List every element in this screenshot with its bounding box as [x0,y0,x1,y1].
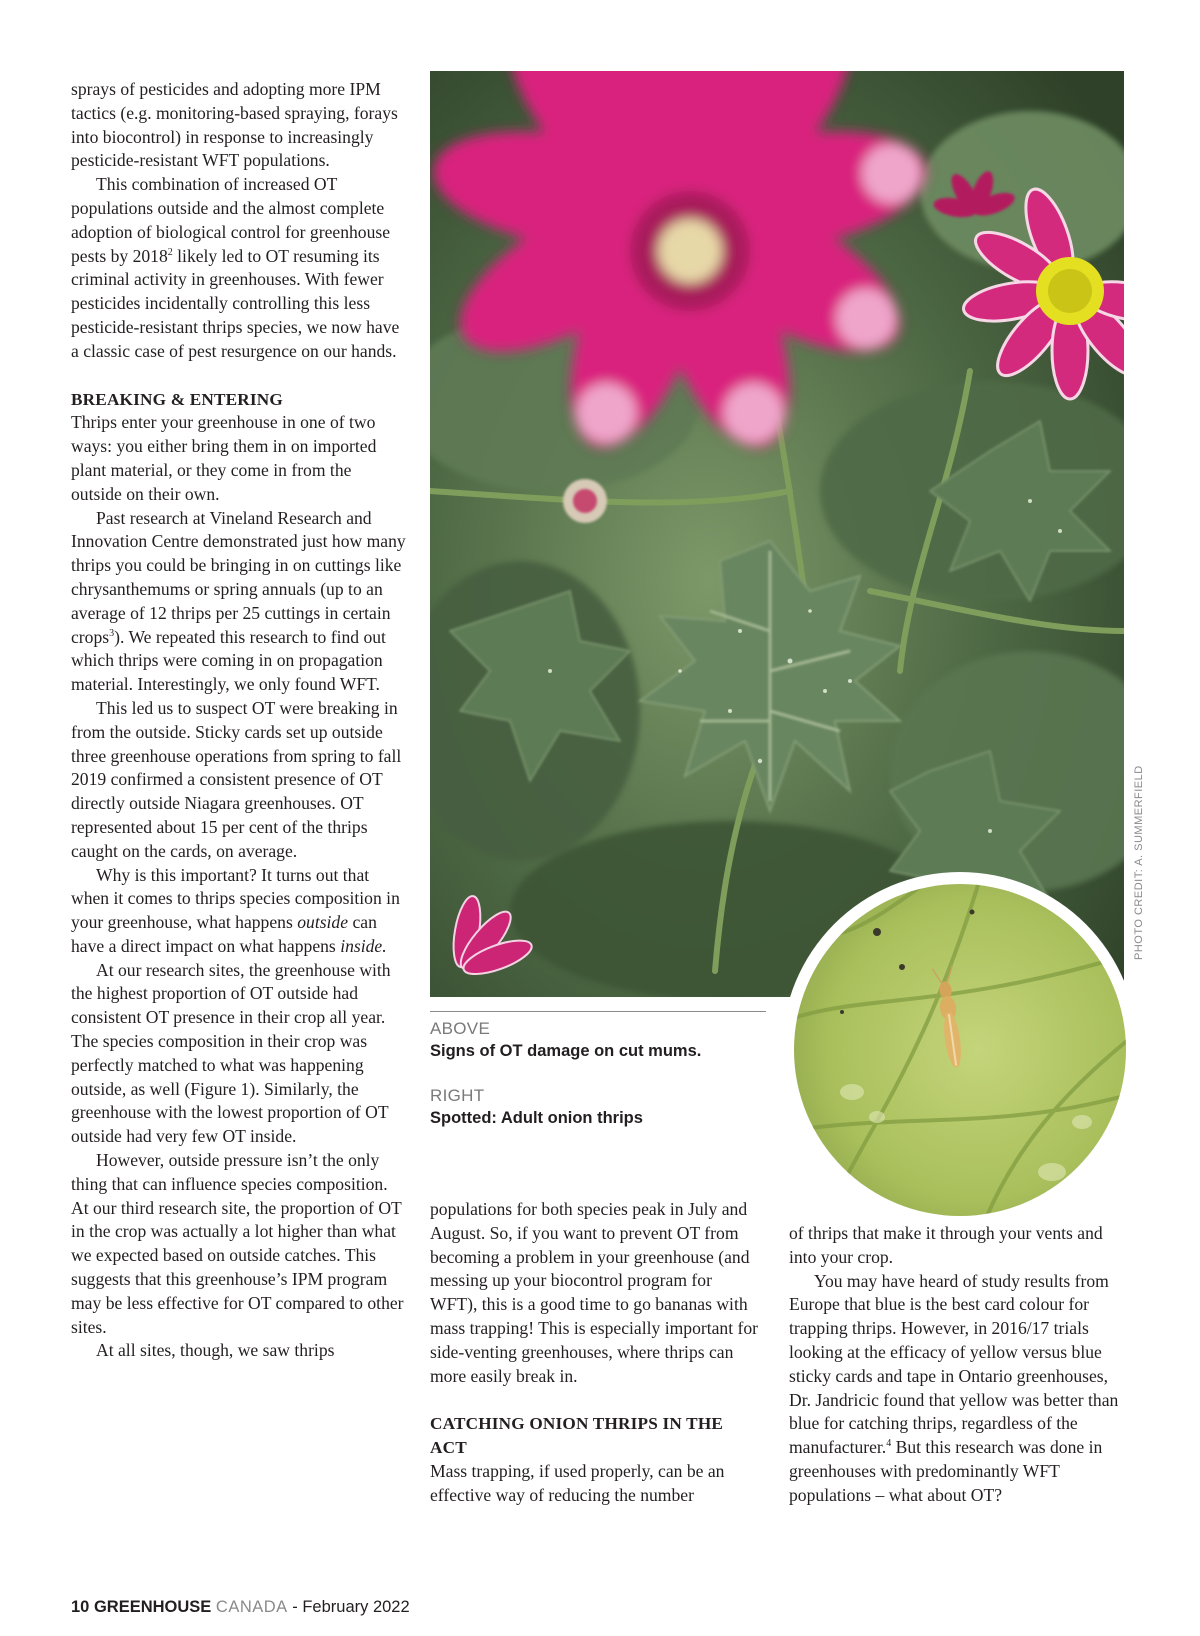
magazine-name: GREENHOUSE [93,1598,212,1616]
paragraph: of thrips that make it through your vents and into your crop. [789,1223,1103,1267]
paragraph: Past research at Vineland Research and Innovation Centre demonstrated just how many thrips you could be bringing in on cuttings like chrysanthemums or spring annuals (up to an average of 12 thrips per 25 cuttings in certain crops$^3$). We repeated this research to find out which thrips were coming in on propagation material. Interestingly, we only found WFT. [71,507,406,695]
article-column-1 [71,78,406,1363]
paragraph: Why is this important? It turns out that when it comes to thrips species composition in your greenhouse, what happens outside can have a direct impact on what happens inside. [71,864,400,956]
thrips-illustration [782,872,1138,1228]
paragraph: Mass trapping, if used properly, can be an effective way of reducing the number [430,1460,725,1505]
flower-illustration [430,71,1124,997]
paragraph: Thrips enter your greenhouse in one of two ways: you either bring them in on imported plant material, or they come in from the outside on their own. [71,412,377,504]
issue-date: - February 2022 [292,1598,410,1616]
caption-above: Signs of OT damage on cut mums. [430,1042,702,1060]
magazine-name-light: CANADA [215,1598,288,1616]
article-column-2 [430,1198,760,1508]
paragraph: sprays of pesticides and adopting more IPM tactics (e.g. monitoring-based spraying, forays into biocontrol) in response to increasingly pesticide-resistant WFT populations. [71,79,398,171]
section-heading: BREAKING & ENTERING [71,389,283,409]
paragraph: You may have heard of study results from Europe that blue is the best card colour for trapping thrips. However, in 2016/17 trials looking at the efficacy of yellow versus blue sticky cards and tape in Ontario greenhouses, Dr. Jandricic found that yellow was better than blue for catching thrips, regardless of the manufacturer.$^4$ But this research was done in greenhouses with predominantly WFT populations – what about OT? [789,1270,1119,1505]
caption-label-right: RIGHT [430,1086,485,1105]
photo-credit: PHOTO CREDIT: A. SUMMERFIELD [1133,765,1145,960]
photo-adult-onion-thrips [782,872,1138,1228]
paragraph: At our research sites, the greenhouse with the highest proportion of OT outside had consistent OT presence in their crop all year. The species composition in their crop was perfectly matched to what was happening outside, as well (Figure 1). Similarly, the greenhouse with the lowest proportion of OT outside had very few OT inside. [71,959,391,1147]
paragraph: This combination of increased OT populations outside and the almost complete adoption of biological control for greenhouse pests by 2018$^2$ likely led to OT resuming its criminal activity in greenhouses. With fewer pesticides incidentally controlling this less pesticide-resistant thrips species, we now have a classic case of pest resurgence on our hands. [71,174,400,361]
caption-divider [430,1011,766,1012]
page-footer [71,1598,410,1617]
page-number: 10 [71,1598,90,1616]
section-heading: CATCHING ONION THRIPS IN THE ACT [430,1414,724,1458]
caption-right: Spotted: Adult onion thrips [430,1109,643,1127]
paragraph: However, outside pressure isn’t the only thing that can influence species composition. At our third research site, the proportion of OT in the crop was actually a lot higher than what we expected based on outside catches. This suggests that this greenhouse’s IPM program may be less effective for OT compared to other sites. [71,1150,404,1337]
paragraph: This led us to suspect OT were breaking in from the outside. Sticky cards set up outside three greenhouse operations from spring to fall 2019 confirmed a consistent presence of OT directly outside Niagara greenhouses. OT represented about 15 per cent of the thrips caught on the cards, on average. [71,697,402,861]
caption-label-above: ABOVE [430,1019,491,1038]
paragraph: At all sites, though, we saw thrips [96,1340,335,1361]
article-column-3 [789,1222,1124,1508]
photo-cut-mums [430,71,1124,997]
paragraph: populations for both species peak in July and August. So, if you want to prevent OT from becoming a problem in your greenhouse (and messing up your biocontrol program for WFT), this is a good time to go bananas with mass trapping! This is especially important for side-venting greenhouses, where thrips can more easily break in. [430,1199,759,1386]
